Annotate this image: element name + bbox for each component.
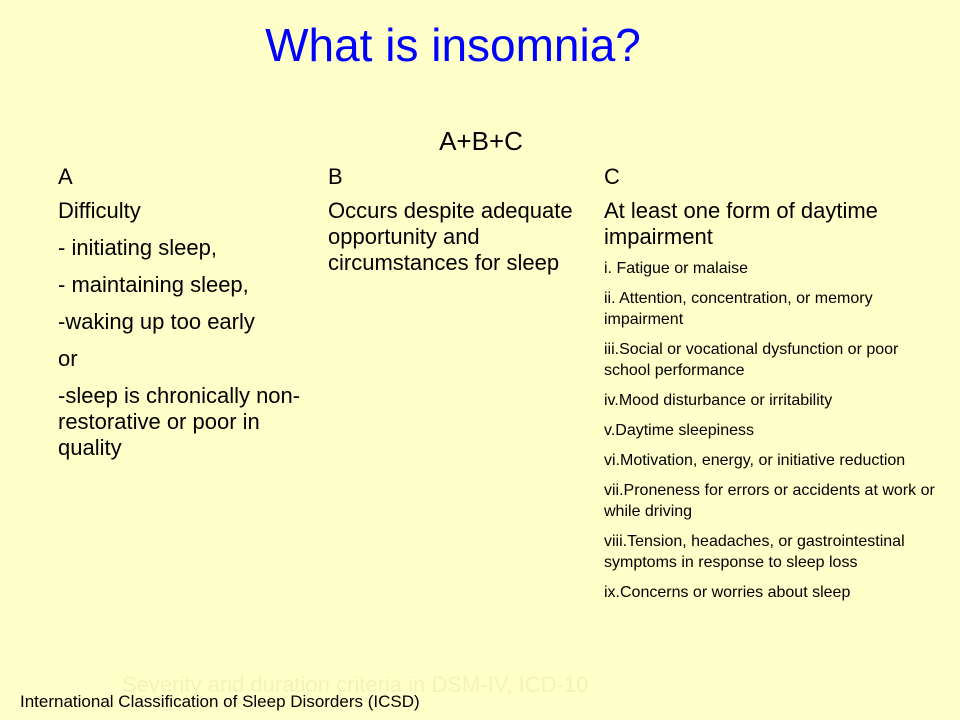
impairment-item: vii.Proneness for errors or accidents at work or while driving xyxy=(604,482,935,520)
faded-criteria-note: Severity and duration criteria in DSM-IV, ICD-10 xyxy=(122,672,589,697)
column-a xyxy=(58,164,308,472)
column-c xyxy=(604,164,944,612)
impairment-item: i. Fatigue or malaise xyxy=(604,260,749,277)
column-b xyxy=(328,164,588,276)
footer-source: International Classification of Sleep Disorders (ICSD) xyxy=(20,692,420,711)
column-b-heading: B xyxy=(328,164,343,189)
column-c-intro: At least one form of daytime impairment xyxy=(604,198,878,249)
impairment-item: iii.Social or vocational dysfunction or poor school performance xyxy=(604,341,899,379)
column-a-item: -sleep is chronically non-restorative or poor in quality xyxy=(58,383,301,460)
column-a-item: - initiating sleep, xyxy=(58,235,217,260)
column-a-item: Difficulty xyxy=(58,198,141,223)
impairment-item: viii.Tension, headaches, or gastrointestinal symptoms in response to sleep loss xyxy=(604,533,905,571)
impairment-item: ix.Concerns or worries about sleep xyxy=(604,584,851,601)
column-a-item: -waking up too early xyxy=(58,309,255,334)
column-c-heading: C xyxy=(604,164,620,189)
slide-title: What is insomnia? xyxy=(265,19,641,71)
impairment-item: vi.Motivation, energy, or initiative reduction xyxy=(604,452,906,469)
impairment-list xyxy=(604,258,944,603)
formula-heading: A+B+C xyxy=(439,126,523,156)
impairment-item: ii. Attention, concentration, or memory impairment xyxy=(604,290,873,328)
column-a-heading: A xyxy=(58,164,73,189)
column-b-text: Occurs despite adequate opportunity and circumstances for sleep xyxy=(328,198,573,275)
impairment-item: v.Daytime sleepiness xyxy=(604,422,754,439)
impairment-item: iv.Mood disturbance or irritability xyxy=(604,392,833,409)
column-a-item: - maintaining sleep, xyxy=(58,272,249,297)
column-a-item: or xyxy=(58,346,78,371)
